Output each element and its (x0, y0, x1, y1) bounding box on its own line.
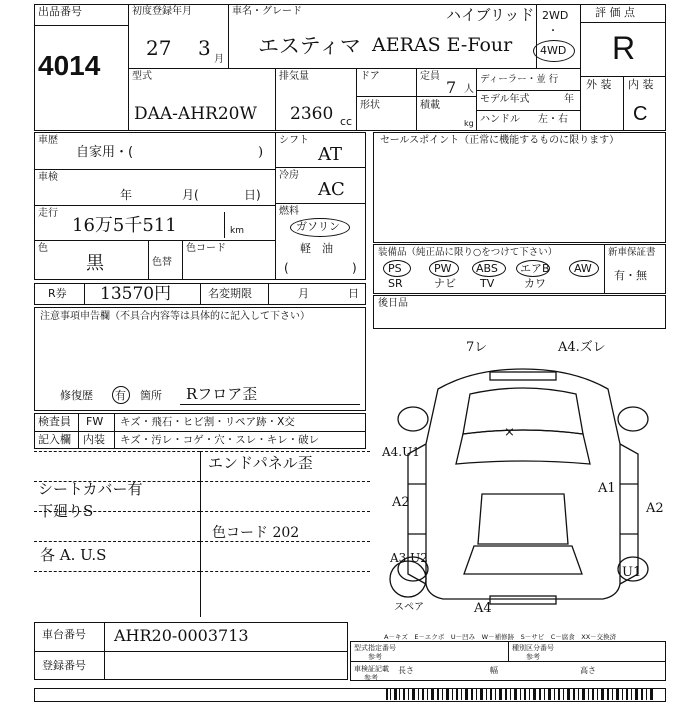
height-label: 高さ (580, 666, 596, 675)
damage-top-left: 7レ (466, 340, 488, 355)
interior-check-text: キズ・汚レ・コゲ・穴・スレ・キレ・破レ (120, 434, 320, 446)
capacity-unit: 人 (464, 84, 474, 95)
reg-month-unit: 月 (214, 54, 224, 65)
fuel-paren-right: ) (352, 261, 357, 275)
chassis-label: 車台番号 (42, 628, 86, 641)
model-year-label: モデル年式 (480, 94, 530, 105)
spare-label: スペア (394, 602, 424, 613)
repaint-label: 色替 (152, 257, 172, 268)
equip-pw-circle (429, 260, 459, 277)
interior-label: 内 装 (628, 78, 654, 91)
equipment-label: 装備品（純正品に限り○をつけて下さい） (378, 247, 558, 258)
drive-dot: ・ (548, 26, 558, 37)
damage-legend: A－キズ E－エクボ U－凹み W－補修跡 S－サビ C－腐食 XX－交換済 (384, 633, 617, 641)
capacity-label: 定員 (420, 71, 440, 82)
notes-label: 注意事項申告欄（不具合内容等は具体的に記入して下さい） (40, 311, 310, 322)
car-roof (478, 494, 568, 544)
after-items-label: 後日品 (378, 298, 408, 309)
spec-label: 型式指定番号 (354, 644, 396, 652)
ac-label: 冷房 (279, 170, 299, 181)
equip-abs-circle (472, 260, 506, 277)
mileage-unit: km (230, 226, 244, 236)
damage-left-mid: A2 (392, 495, 410, 510)
shift-value: AT (318, 144, 343, 165)
ac-value: AC (318, 179, 345, 200)
spec-ref: 参考 (368, 653, 382, 661)
equip-ps-circle (383, 260, 411, 277)
class-label: 種別区分番号 (512, 644, 554, 652)
handle-value: 左・右 (538, 114, 568, 125)
displacement-unit: cc (340, 115, 353, 128)
comment-all-aus: 各 A. U.S (40, 546, 107, 564)
recycle-amount: 13570円 (100, 284, 172, 304)
front-bumper (490, 372, 556, 380)
fuel-label: 燃料 (279, 206, 299, 217)
equip-airbag: エアB (520, 262, 550, 275)
comment-seat-cover: シートカバー有 (38, 480, 143, 498)
damage-top-right: A4.ズレ (558, 340, 606, 355)
car-rear-window (464, 546, 582, 574)
registration-label: 登録番号 (42, 659, 86, 672)
damage-right-mid: A2 (646, 501, 664, 516)
damage-left-lower: A3.U2 (390, 551, 428, 565)
history-value: 自家用・( (76, 145, 134, 160)
inspector-entry-label: 記入欄 (38, 433, 71, 446)
location-label: 箇所 (140, 389, 162, 402)
car-name: エスティマ (258, 34, 361, 58)
interior-check-label: 内装 (83, 433, 105, 446)
damage-bottom: A4 (474, 601, 492, 616)
equip-aw-circle (569, 260, 599, 277)
damage-right-lower: U1 (622, 565, 642, 580)
dim-ref: 参考 (364, 674, 378, 682)
model-value: DAA-AHR20W (134, 104, 257, 124)
class-ref: 参考 (526, 653, 540, 661)
fuel-paren-left: ( (284, 261, 289, 275)
displacement-value: 2360 (290, 104, 334, 124)
damage-center: × (504, 425, 515, 440)
rear-bumper (490, 596, 556, 604)
equip-sr: SR (388, 277, 403, 290)
equip-airbag-circle (516, 260, 550, 277)
equip-aw: AW (574, 262, 592, 275)
color-label: 色 (38, 243, 48, 254)
eval-label: 評 価 点 (595, 6, 635, 19)
model-label: 型式 (132, 71, 152, 82)
comment-divider (200, 451, 201, 617)
equip-ps: PS (388, 262, 402, 275)
car-diagram (378, 334, 668, 624)
dealer-label: ディーラー・並 行 (480, 74, 559, 85)
fuel-diesel: 軽 油 (300, 242, 333, 255)
comment-underbody: 下廻りS (38, 502, 94, 520)
load-label: 積載 (420, 100, 440, 111)
inspector-label: 検査員 (38, 415, 71, 428)
fw-text: キズ・飛石・ヒビ割・リペア跡・X交 (120, 416, 295, 428)
fuel-value: ガソリン (296, 220, 340, 233)
car-hood (463, 388, 583, 434)
after-items-box (373, 295, 666, 329)
sales-point-box (373, 132, 666, 243)
model-year-unit: 年 (564, 94, 574, 105)
history-close-paren: ) (258, 145, 264, 160)
barcode (386, 688, 656, 700)
damage-left-upper: A4.U1 (382, 445, 420, 459)
lot-label: 出品番号 (38, 5, 82, 18)
warranty-label: 新車保証書 (608, 247, 656, 258)
history-label: 車歴 (38, 135, 58, 146)
shaken-day: 日) (244, 188, 261, 202)
reg-month: 3 (198, 36, 211, 60)
car-body-outline (426, 369, 620, 599)
color-code-label: 色コード (186, 243, 226, 254)
equip-navi: ナビ (434, 277, 456, 290)
shaken-label: 車検 (38, 172, 58, 183)
front-right-wheel (618, 407, 648, 431)
lot-number: 4014 (38, 50, 101, 81)
eval-score: R (612, 30, 636, 66)
shift-label: シフト (279, 135, 309, 146)
equip-tv: TV (480, 277, 495, 290)
chassis-value: AHR20-0003713 (114, 626, 249, 645)
handle-label: ハンドル (480, 114, 520, 125)
car-right-side (620, 444, 638, 584)
equip-abs: ABS (476, 262, 498, 275)
comment-color-code: 色コード 202 (212, 525, 300, 541)
car-windshield (456, 430, 590, 464)
door-label: ドア (360, 71, 380, 82)
interior-score: C (633, 103, 648, 125)
shape-label: 形状 (360, 100, 380, 111)
car-grade: AERAS E-Four (372, 34, 513, 56)
equip-leather: カワ (524, 277, 546, 290)
repair-value: 有 (115, 389, 126, 402)
reg-year: 27 (146, 36, 172, 60)
mileage-label: 走行 (38, 208, 58, 219)
equip-pw: PW (434, 262, 452, 275)
name-change-label: 名変期限 (208, 287, 252, 300)
reg-date-label: 初度登録年月 (132, 6, 192, 17)
car-name-label: 車名・グレード (232, 6, 302, 17)
length-label: 長さ (398, 666, 414, 675)
shaken-month: 月( (182, 188, 199, 202)
width-label: 幅 (490, 666, 498, 675)
hybrid-text: ハイブリッド (446, 6, 535, 24)
mileage-value: 16万5千511 (72, 215, 177, 236)
name-change-day: 日 (348, 287, 359, 300)
damage-right-upper: A1 (598, 481, 616, 496)
front-left-wheel (398, 407, 428, 431)
capacity-value: 7 (446, 78, 457, 97)
sales-point-label: セールスポイント（正常に機能するものに限ります） (380, 135, 620, 146)
fw-label: FW (86, 415, 104, 428)
recycle-label: R券 (48, 287, 67, 300)
drive-4wd: 4WD (540, 44, 567, 57)
shaken-year: 年 (120, 188, 133, 202)
drive-2wd: 2WD (542, 9, 569, 22)
displacement-label: 排気量 (279, 71, 309, 82)
location-value: Rフロア歪 (186, 385, 258, 403)
warranty-value: 有・無 (614, 269, 647, 282)
exterior-label: 外 装 (586, 78, 612, 91)
color-value: 黒 (86, 253, 104, 274)
comment-end-panel: エンドパネル歪 (208, 454, 313, 472)
repair-label: 修復歴 (60, 389, 93, 402)
load-unit: kg (464, 119, 474, 128)
dim-label: 車検証記載 (354, 665, 389, 673)
name-change-month: 月 (298, 287, 309, 300)
